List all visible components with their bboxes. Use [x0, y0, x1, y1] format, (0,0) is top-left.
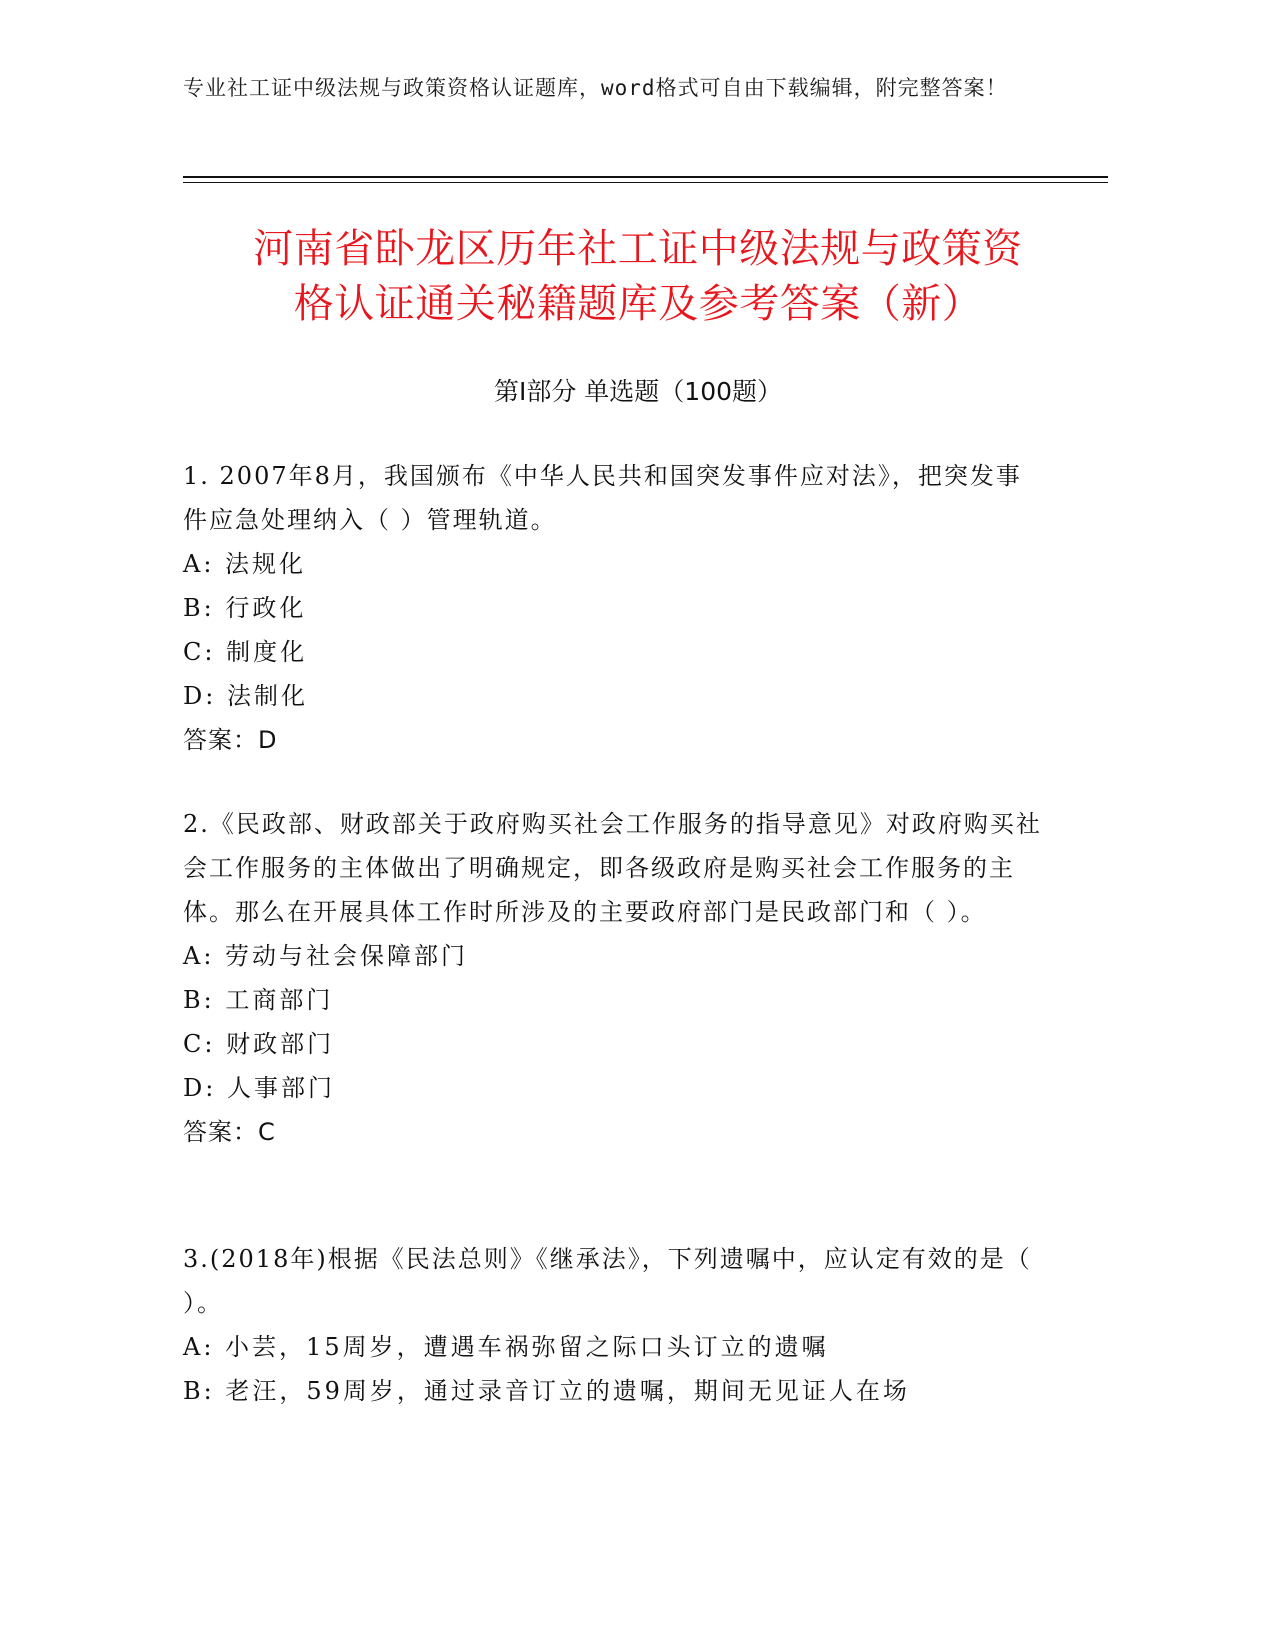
option-c: C: 制度化 [183, 638, 308, 666]
question-stem: 3.(2018年)根据《民法总则》《继承法》，下列遗嘱中，应认定有效的是（ ）。 [183, 1245, 1032, 1317]
question-3 [183, 1237, 1043, 1413]
answer: 答案：C [183, 1118, 276, 1146]
answer: 答案：D [183, 726, 278, 754]
option-b: B: 行政化 [183, 594, 307, 622]
header-divider-thick [183, 176, 1108, 178]
option-a: A: 法规化 [183, 550, 307, 578]
question-2 [183, 802, 1043, 1154]
question-1 [183, 454, 1043, 762]
document-title-line-2: 格认证通关秘籍题库及参考答案（新） [293, 281, 983, 327]
option-d: D: 法制化 [183, 682, 308, 710]
option-b: B: 老汪，59周岁，通过录音订立的遗嘱，期间无见证人在场 [183, 1377, 910, 1405]
document-title-line-1: 河南省卧龙区历年社工证中级法规与政策资 [253, 226, 1023, 272]
option-a: A: 小芸，15周岁，遭遇车祸弥留之际口头订立的遗嘱 [183, 1333, 829, 1361]
option-d: D: 人事部门 [183, 1074, 335, 1102]
section-title: 第Ⅰ部分 单选题（100题） [493, 377, 783, 406]
option-b: B: 工商部门 [183, 986, 334, 1014]
header-divider-thin [183, 182, 1108, 183]
header-note: 专业社工证中级法规与政策资格认证题库，word格式可自由下载编辑，附完整答案！ [183, 76, 1008, 100]
document-title [183, 222, 1093, 332]
option-c: C: 财政部门 [183, 1030, 335, 1058]
option-a: A: 劳动与社会保障部门 [183, 942, 469, 970]
question-stem: 1. 2007年8月，我国颁布《中华人民共和国突发事件应对法》，把突发事件应急处理纳入（ ）管理轨道。 [183, 462, 1022, 534]
question-stem: 2.《民政部、财政部关于政府购买社会工作服务的指导意见》对政府购买社会工作服务的主体做出了明确规定，即各级政府是购买社会工作服务的主体。那么在开展具体工作时所涉及的主要政府部门是民政部门和（ ）。 [183, 810, 1042, 926]
